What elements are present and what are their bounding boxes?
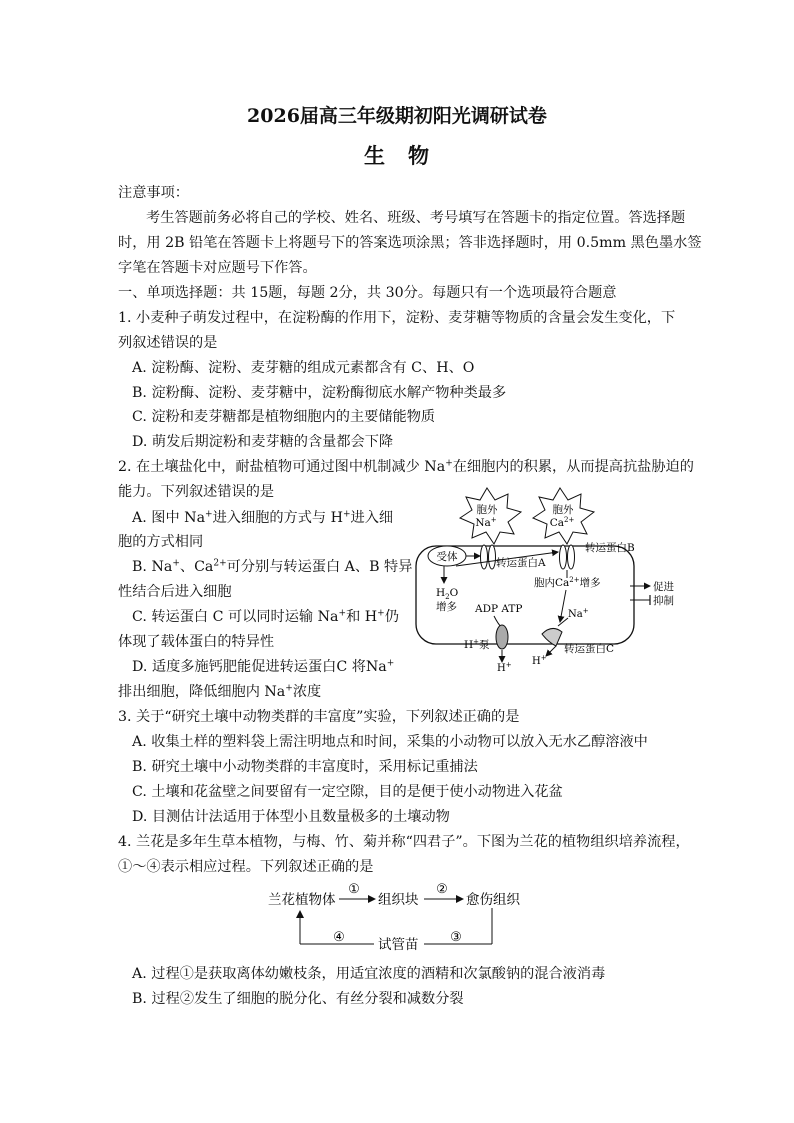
na-inside-label: Na+ bbox=[568, 607, 589, 620]
q1-option-c: C. 淀粉和麦芽糖都是植物细胞内的主要储能物质 bbox=[132, 409, 436, 425]
node-tissue: 组织块 bbox=[378, 892, 419, 908]
q2-option-d: D. 适度多施钙肥能促进转运蛋白C 将Na+ bbox=[132, 658, 395, 675]
q2-stem: 2. 在土壤盐化中，耐盐植物可通过图中机制减少 Na+在细胞内的积累，从而提高抗盐胁迫的 bbox=[118, 458, 694, 475]
burst-label: 胞外 bbox=[552, 504, 574, 516]
ion-transport-diagram bbox=[408, 486, 690, 672]
legend-promote: 促进 bbox=[653, 581, 674, 593]
node-callus: 愈伤组织 bbox=[466, 892, 520, 908]
q3-option-c: C. 土壤和花盆壁之间要留有一定空隙，目的是便于使小动物进入花盆 bbox=[132, 784, 563, 800]
h-pump-label: H+泵 bbox=[464, 638, 490, 651]
q1-option-a: A. 淀粉酶、淀粉、麦芽糖的组成元素都含有 C、H、O bbox=[132, 360, 475, 376]
h2o2-label: $H_2O$ bbox=[436, 587, 459, 601]
notice-line: 时，用 2B 铅笔在答题卡上将题号下的答案选项涂黑；答非选择题时，用 0.5mm 黑色墨水签 bbox=[118, 235, 702, 251]
h-plus-label: H+ bbox=[497, 661, 512, 672]
q3-option-d: D. 目测估计法适用于体型小且数量极多的土壤动物 bbox=[132, 809, 450, 825]
node-seedling: 试管苗 bbox=[378, 937, 419, 953]
legend-inhibit: 抑制 bbox=[653, 595, 674, 607]
intracellular-ca-label: 胞内$Ca^{2+}$增多 bbox=[534, 576, 601, 589]
q1-stem: 列叙述错误的是 bbox=[118, 335, 218, 351]
notice-line: 考生答题前务必将自己的学校、姓名、班级、考号填写在答题卡的指定位置。答选择题 bbox=[146, 210, 686, 226]
transporter-b-label: 转运蛋白B bbox=[585, 542, 635, 554]
q2-option-c: C. 转运蛋白 C 可以同时运输 Na+和 H+仍 bbox=[132, 608, 399, 625]
subject-title: 生 物 bbox=[364, 143, 430, 168]
tissue-culture-flow-diagram bbox=[262, 878, 532, 956]
q2-option-a: A. 图中 Na+进入细胞的方式与 H+进入细 bbox=[132, 509, 394, 526]
step-label: ① bbox=[348, 882, 360, 897]
burst-label: Na+ bbox=[475, 516, 497, 529]
transporter-c-label: 转运蛋白C bbox=[564, 643, 615, 655]
notice-label: 注意事项： bbox=[118, 185, 189, 201]
q4-option-b: B. 过程②发生了细胞的脱分化、有丝分裂和减数分裂 bbox=[132, 991, 464, 1007]
h-pump-shape bbox=[496, 625, 508, 649]
transporter-a-label: 转运蛋白A bbox=[496, 557, 546, 569]
q2-option-c: 体现了载体蛋白的特异性 bbox=[118, 634, 275, 650]
step-label: ④ bbox=[333, 930, 345, 945]
section-title: 一、单项选择题：共 15题，每题 2分，共 30分。每题只有一个选项最符合题意 bbox=[118, 285, 617, 301]
q3-stem: 3. 关于“研究土壤中动物类群的丰富度”实验，下列叙述正确的是 bbox=[118, 709, 520, 725]
increase-label: 增多 bbox=[436, 601, 457, 613]
q3-option-b: B. 研究土壤中小动物类群的丰富度时，采用标记重捕法 bbox=[132, 759, 478, 775]
notice-line: 字笔在答题卡对应题号下作答。 bbox=[118, 260, 317, 276]
q2-option-b: B. Na+、$Ca^{2+}$可分别与转运蛋白 A、B 特异 bbox=[132, 558, 413, 575]
q2-stem: 能力。下列叙述错误的是 bbox=[118, 484, 275, 500]
q1-option-d: D. 萌发后期淀粉和麦芽糖的含量都会下降 bbox=[132, 434, 394, 450]
q1-option-b: B. 淀粉酶、淀粉、麦芽糖中，淀粉酶彻底水解产物种类最多 bbox=[132, 385, 507, 401]
h-plus-label: H+ bbox=[532, 654, 547, 667]
q4-stem: 4. 兰花是多年生草本植物，与梅、竹、菊并称“四君子”。下图为兰花的植物组织培养流程， bbox=[118, 834, 690, 850]
q2-option-a: 胞的方式相同 bbox=[118, 534, 204, 550]
burst-label: 胞外 bbox=[476, 504, 498, 516]
q4-option-a: A. 过程①是获取离体幼嫩枝条，用适宜浓度的酒精和次氯酸钠的混合液消毒 bbox=[132, 966, 606, 982]
exam-title: 2026届高三年级期初阳光调研试卷 bbox=[247, 105, 547, 127]
receptor-label: 受体 bbox=[436, 551, 458, 563]
step-label: ③ bbox=[450, 930, 462, 945]
q1-stem: 1. 小麦种子萌发过程中，在淀粉酶的作用下，淀粉、麦芽糖等物质的含量会发生变化，下 bbox=[118, 310, 676, 326]
burst-label: $Ca^{2+}$ bbox=[549, 516, 575, 529]
q2-option-b: 性结合后进入细胞 bbox=[118, 584, 232, 600]
q2-option-d: 排出细胞，降低细胞内 Na+浓度 bbox=[118, 683, 322, 700]
q4-stem: ①～④表示相应过程。下列叙述正确的是 bbox=[118, 859, 374, 875]
step-label: ② bbox=[436, 882, 448, 897]
q3-option-a: A. 收集土样的塑料袋上需注明地点和时间，采集的小动物可以放入无水乙醇溶液中 bbox=[132, 734, 648, 750]
node-plant: 兰花植物体 bbox=[268, 892, 336, 908]
adp-atp-label: ADP ATP bbox=[475, 603, 523, 615]
